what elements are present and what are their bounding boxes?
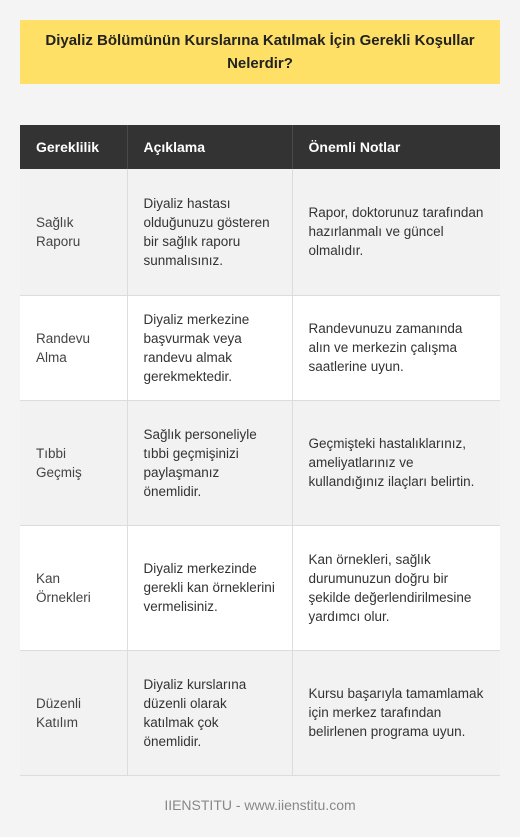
requirement-cell: Sağlık Raporu — [20, 169, 127, 295]
description-cell: Diyaliz merkezinde gerekli kan örneklerini vermelisiniz. — [127, 525, 292, 650]
table-row — [20, 295, 500, 400]
page-title: Diyaliz Bölümünün Kurslarına Katılmak İçin Gerekli Koşullar Nelerdir? — [45, 32, 475, 72]
table-header-row — [20, 125, 500, 169]
table-row — [20, 169, 500, 295]
requirement-cell: Tıbbi Geçmiş — [20, 400, 127, 525]
description-cell: Diyaliz hastası olduğunuzu gösteren bir sağlık raporu sunmalısınız. — [127, 169, 292, 295]
notes-cell: Randevunuzu zamanında alın ve merkezin çalışma saatlerine uyun. — [292, 295, 500, 400]
notes-cell: Kursu başarıyla tamamlamak için merkez tarafından belirlenen programa uyun. — [292, 650, 500, 775]
notes-cell: Geçmişteki hastalıklarınız, ameliyatlarınız ve kullandığınız ilaçları belirtin. — [292, 400, 500, 525]
notes-cell: Kan örnekleri, sağlık durumunuzun doğru bir şekilde değerlendirilmesine yardımcı olur. — [292, 525, 500, 650]
requirements-table — [20, 125, 500, 776]
requirement-cell: Düzenli Katılım — [20, 650, 127, 775]
requirement-cell: Randevu Alma — [20, 295, 127, 400]
requirement-cell: Kan Örnekleri — [20, 525, 127, 650]
description-cell: Diyaliz kurslarına düzenli olarak katılmak çok önemlidir. — [127, 650, 292, 775]
description-cell: Sağlık personeliyle tıbbi geçmişinizi paylaşmanız önemlidir. — [127, 400, 292, 525]
description-cell: Diyaliz merkezine başvurmak veya randevu almak gerekmektedir. — [127, 295, 292, 400]
table-row — [20, 525, 500, 650]
table-row — [20, 400, 500, 525]
column-header-notes: Önemli Notlar — [292, 125, 500, 169]
column-header-description: Açıklama — [127, 125, 292, 169]
table-row — [20, 650, 500, 775]
footer-credit: IIENSTITU - www.iienstitu.com — [164, 797, 356, 813]
column-header-requirement: Gereklilik — [20, 125, 127, 169]
title-banner — [20, 20, 500, 84]
notes-cell: Rapor, doktorunuz tarafından hazırlanmalı ve güncel olmalıdır. — [292, 169, 500, 295]
